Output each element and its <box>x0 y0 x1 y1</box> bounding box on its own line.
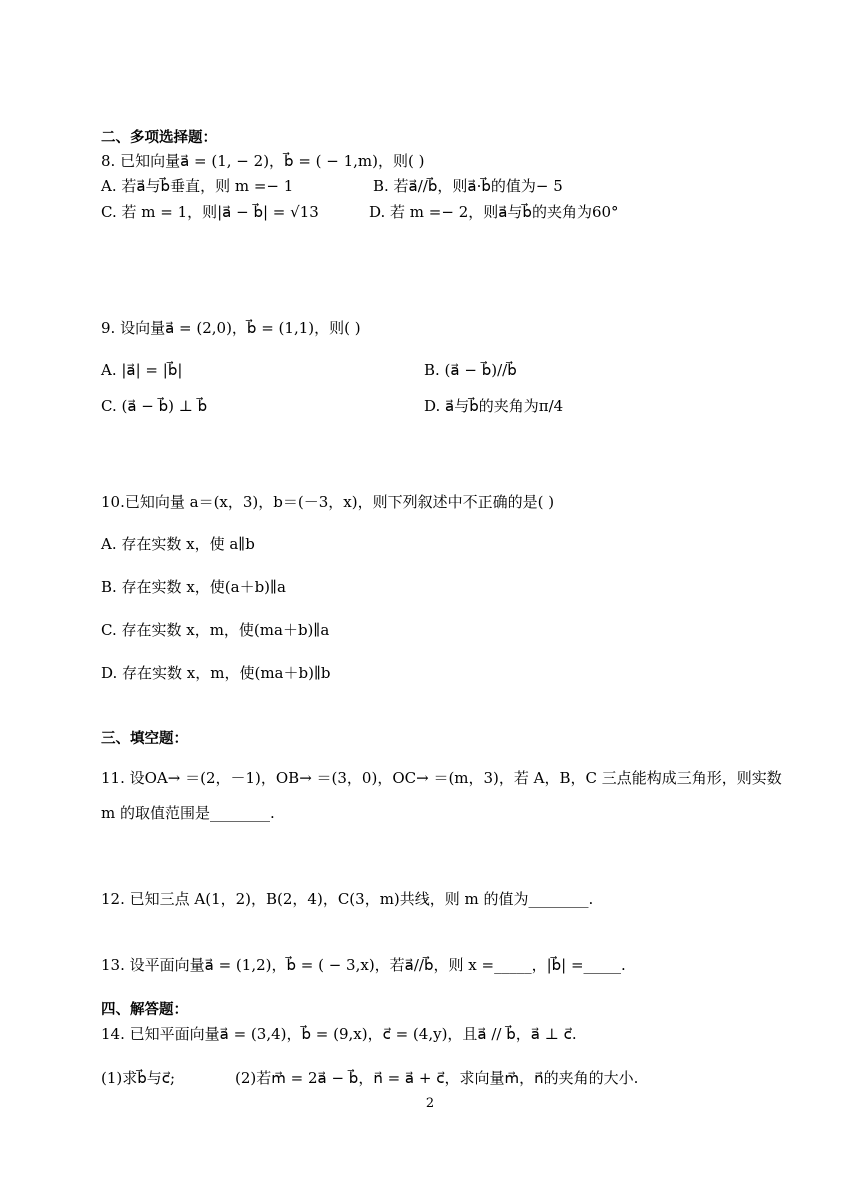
q11-line-2: m 的取值范围是________. <box>101 804 275 822</box>
q13-text: 13. 设平面向量a⃗ = (1,2)，b⃗ = ( − 3,x)，若a⃗//b⃗，则 x =_____，|b⃗| =_____. <box>101 956 626 974</box>
q10-option-d: D. 存在实数 x，m，使(ma＋b)∥b <box>101 664 331 682</box>
q10-option-b: B. 存在实数 x，使(a＋b)∥a <box>101 578 286 596</box>
section-answer-heading: 四、解答题： <box>101 1002 188 1018</box>
q8-option-a: A. 若a⃗与b⃗垂直，则 m =− 1 <box>101 177 294 195</box>
q12-text: 12. 已知三点 A(1，2)，B(2，4)，C(3，m)共线，则 m 的值为________. <box>101 890 594 908</box>
q9-stem: 9. 设向量a⃗ = (2,0)，b⃗ = (1,1)，则( ) <box>101 319 361 337</box>
q9-option-d: D. a⃗与b⃗的夹角为π/4 <box>424 397 564 415</box>
q9-option-a: A. |a⃗| = |b⃗| <box>101 361 183 379</box>
q14-part-1: (1)求b⃗与c⃗; <box>101 1069 176 1087</box>
q8-option-d: D. 若 m =− 2，则a⃗与b⃗的夹角为60° <box>369 203 619 221</box>
q14-stem: 14. 已知平面向量a⃗ = (3,4)，b⃗ = (9,x)，c⃗ = (4,y)，且a⃗ // b⃗，a⃗ ⊥ c⃗. <box>101 1025 577 1043</box>
q10-stem: 10.已知向量 a＝(x，3)，b＝(－3，x)，则下列叙述中不正确的是( ) <box>101 493 555 511</box>
q10-option-a: A. 存在实数 x，使 a∥b <box>101 535 255 553</box>
section-multi-choice-heading: 二、多项选择题： <box>101 130 217 146</box>
q9-option-c: C. (a⃗ − b⃗) ⊥ b⃗ <box>101 397 208 415</box>
q9-option-b: B. (a⃗ − b⃗)//b⃗ <box>424 361 517 379</box>
q14-part-2: (2)若m⃗ = 2a⃗ − b⃗，n⃗ = a⃗ + c⃗，求向量m⃗，n⃗的夹角的大小. <box>235 1069 639 1087</box>
page-number: 2 <box>425 1096 435 1111</box>
q8-stem: 8. 已知向量a⃗ = (1, − 2)，b⃗ = ( − 1,m)，则( ) <box>101 152 425 170</box>
q8-option-b: B. 若a⃗//b⃗，则a⃗·b⃗的值为− 5 <box>373 177 563 195</box>
q11-line-1: 11. 设OA→ ＝(2，－1)，OB→ ＝(3，0)，OC→ ＝(m，3)，若 A，B，C 三点能构成三角形，则实数 <box>101 769 782 787</box>
q10-option-c: C. 存在实数 x，m，使(ma＋b)∥a <box>101 621 330 639</box>
section-fill-blank-heading: 三、填空题： <box>101 731 188 747</box>
q8-option-c: C. 若 m = 1，则|a⃗ − b⃗| = √13 <box>101 203 319 221</box>
